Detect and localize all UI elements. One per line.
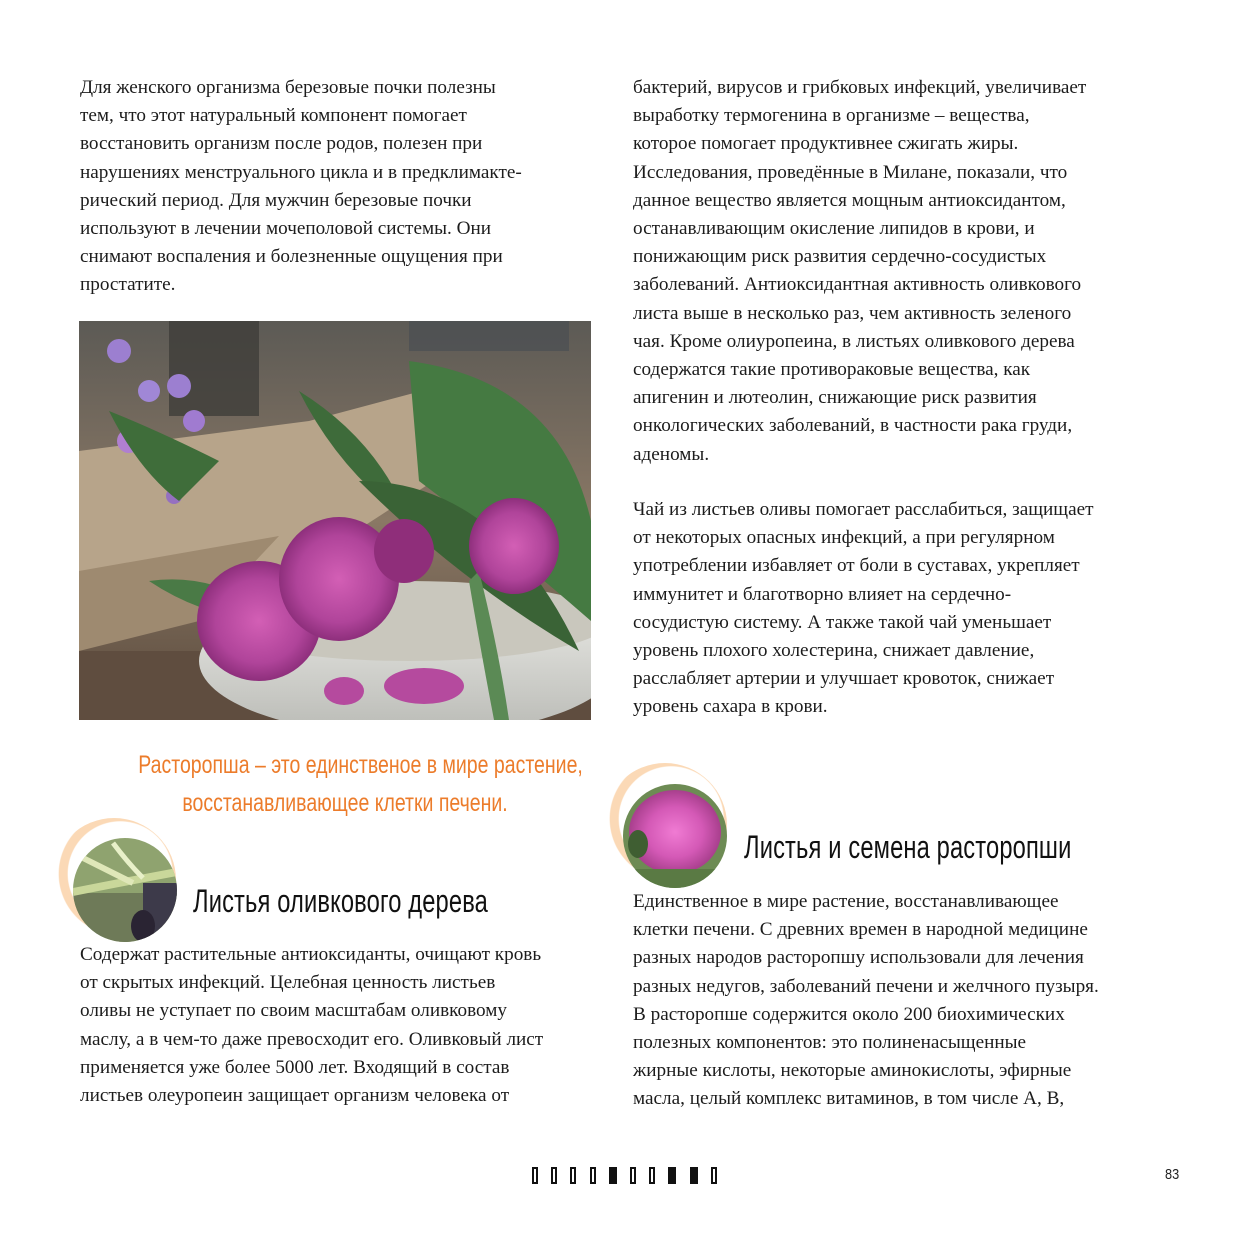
logo-letter <box>570 1167 576 1184</box>
intro-paragraph <box>80 74 522 300</box>
logo-letter <box>551 1167 557 1184</box>
text-line: останавливающим окисление липидов в крови, и <box>633 218 1035 240</box>
olive-branch-icon <box>73 838 177 942</box>
text-line: Для женского организма березовые почки полезны <box>80 77 496 98</box>
thistle-paragraph <box>633 888 1099 1114</box>
olive-section-heading: Листья оливкового дерева <box>193 883 488 919</box>
text-line: простатите. <box>80 274 176 296</box>
text-line: В расторопше содержится около 200 биохимических <box>633 1003 1065 1025</box>
text-line: масла, целый комплекс витаминов, в том числе А, В, <box>633 1088 1065 1110</box>
jar-shape <box>409 321 569 351</box>
text-line: заболеваний. Антиоксидантная активность оливкового <box>633 274 1082 296</box>
text-line: оливы не уступает по своим масштабам оливковому <box>80 1000 507 1022</box>
continued-paragraph <box>633 74 1086 469</box>
text-line: Содержат растительные антиоксиданты, очищают кровь <box>80 944 542 965</box>
logo-letter <box>649 1167 655 1184</box>
text-line: бактерий, вирусов и грибковых инфекций, увеличивает <box>633 77 1087 98</box>
logo-letter <box>668 1167 676 1184</box>
text-line: клетки печени. С древних времен в народной медицине <box>633 919 1088 941</box>
text-line: снимают воспаления и болезненные ощущения при <box>80 246 503 268</box>
highlight-quote <box>138 746 583 822</box>
logo-letter <box>630 1167 636 1184</box>
text-line: разных народов расторопшу использовали для лечения <box>633 947 1084 969</box>
text-line: нарушениях менструального цикла и в предклимакте- <box>80 161 522 183</box>
text-line: иммунитет и благотворно влияет на сердечно- <box>633 583 1012 605</box>
logo-letter <box>590 1167 596 1184</box>
olive-paragraph <box>80 941 543 1110</box>
thistle-flower-icon <box>623 784 727 888</box>
thistle-section-heading: Листья и семена расторопши <box>744 829 1072 865</box>
text-line: рический период. Для мужчин березовые почки <box>80 189 472 211</box>
logo-letter <box>532 1167 538 1184</box>
text-line: аденомы. <box>633 443 710 465</box>
quote-line: восстанавливающее клетки печени. <box>182 789 508 817</box>
text-line: Единственное в мире растение, восстанавливающее <box>633 891 1059 912</box>
photo-illustration <box>79 321 591 720</box>
text-line: уровень сахара в крови. <box>633 696 828 718</box>
page-number: 83 <box>1165 1166 1180 1183</box>
text-line: листа выше в несколько раз, чем активность зеленого <box>633 302 1072 324</box>
brand-logo <box>532 1167 717 1184</box>
milk-thistle-photo <box>79 321 591 720</box>
logo-letter <box>690 1167 698 1184</box>
text-line: сосудистую систему. А также такой чай уменьшает <box>633 611 1052 633</box>
text-line: от некоторых опасных инфекций, а при регулярном <box>633 527 1055 549</box>
logo-letter <box>609 1167 617 1184</box>
text-line: восстановить организм после родов, полезен при <box>80 133 483 155</box>
text-line: тем, что этот натуральный компонент помогает <box>80 105 467 127</box>
text-line: применяется уже более 5000 лет. Входящий в состав <box>80 1056 510 1078</box>
text-line: уровень плохого холестерина, снижает давление, <box>633 640 1035 662</box>
text-line: разных недугов, заболеваний печени и желчного пузыря. <box>633 975 1099 997</box>
text-line: содержатся такие противораковые вещества, как <box>633 359 1031 381</box>
quote-line: Расторопша – это единственое в мире растение, <box>138 751 583 779</box>
tea-paragraph <box>633 496 1093 722</box>
text-line: понижающим риск развития сердечно-сосудистых <box>633 246 1047 268</box>
text-line: чая. Кроме олиуропеина, в листьях оливкового дерева <box>633 330 1075 352</box>
text-line: онкологических заболеваний, в частности рака груди, <box>633 415 1073 437</box>
text-line: которое помогает продуктивнее сжигать жиры. <box>633 133 1019 155</box>
jar-shape <box>169 321 259 416</box>
text-line: расслабляет артерии и улучшает кровоток, снижает <box>633 668 1055 690</box>
logo-letter <box>711 1167 717 1184</box>
text-line: от скрытых инфекций. Целебная ценность листьев <box>80 972 496 994</box>
text-line: используют в лечении мочеполовой системы. Они <box>80 218 491 240</box>
text-line: полезных компонентов: это полиненасыщенные <box>633 1032 1027 1054</box>
text-line: апигенин и лютеолин, снижающие риск развития <box>633 387 1037 409</box>
text-line: употреблении избавляет от боли в суставах, укрепляет <box>633 555 1080 577</box>
text-line: данное вещество является мощным антиоксидантом, <box>633 189 1066 211</box>
text-line: маслу, а в чем-то даже превосходит его. Оливковый лист <box>80 1028 544 1050</box>
text-line: Чай из листьев оливы помогает расслабиться, защищает <box>633 499 1094 520</box>
text-line: Исследования, проведённые в Милане, показали, что <box>633 161 1068 183</box>
text-line: жирные кислоты, некоторые аминокислоты, эфирные <box>633 1060 1072 1082</box>
text-line: выработку термогенина в организме – вещества, <box>633 105 1030 127</box>
text-line: листьев олеуропеин защищает организм человека от <box>80 1085 510 1107</box>
